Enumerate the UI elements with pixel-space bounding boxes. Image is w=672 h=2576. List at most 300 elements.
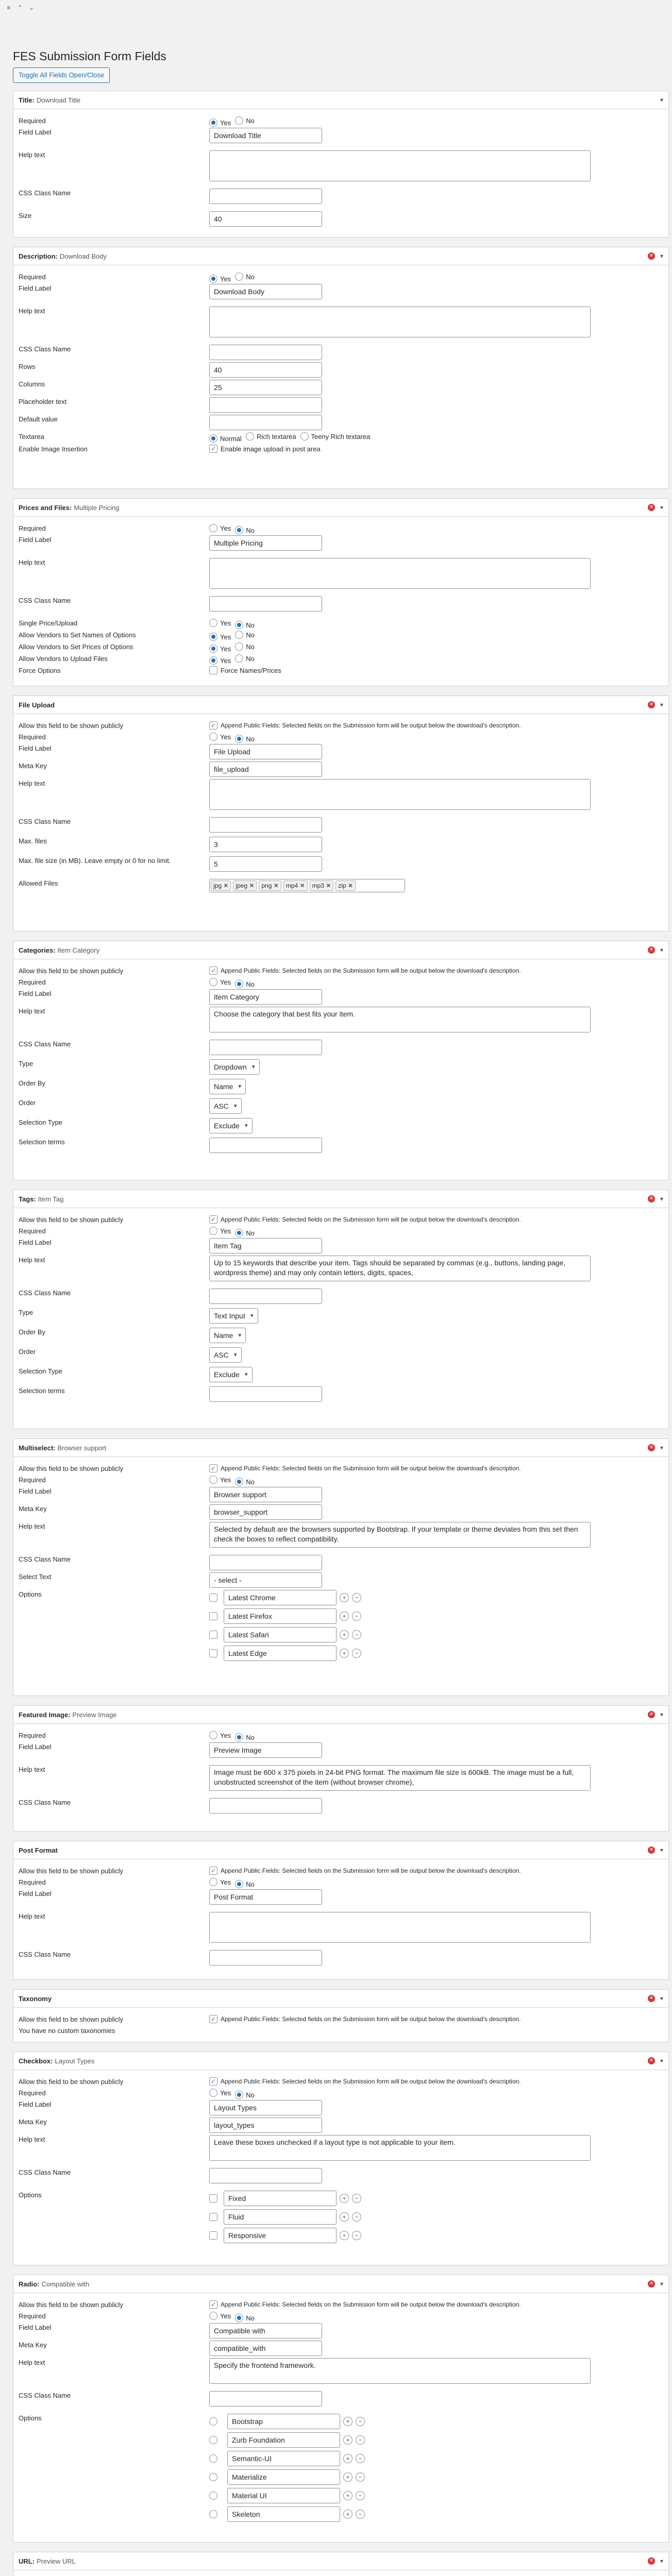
css-class-label: CSS Class Name [19,1555,71,1563]
option-input[interactable]: Responsive [224,2228,337,2243]
required-no[interactable]: No [235,526,255,534]
help-text-label: Help text [19,2359,45,2366]
columns-label: Columns [19,380,45,388]
help-text-label: Help text [19,1256,45,1264]
append-public-checkbox[interactable]: ✓ Append Public Fields: Selected fields on the Submission form will be output below the download's description. [209,1464,521,1472]
option-default-checkbox[interactable] [209,1594,221,1602]
box-subtitle: Download Title [36,96,81,104]
required-no[interactable]: No [235,1478,255,1486]
field-box-url [13,2552,669,2576]
default-value-label: Default value [19,415,58,423]
select-text-input[interactable]: - select - [209,1572,322,1588]
required-no[interactable]: No [235,2091,255,2099]
add-option-icon[interactable]: + [343,2454,352,2463]
order-by-select[interactable]: Name ▼ [209,1328,246,1343]
placeholder-input[interactable] [209,397,322,413]
help-text-input[interactable] [209,307,591,337]
option-default-radio[interactable] [209,2492,220,2500]
append-public-checkbox[interactable]: ✓ Append Public Fields: Selected fields on the Submission form will be output below the download's description. [209,1867,521,1875]
placeholder-label: Placeholder text [19,398,67,405]
collapse-icon[interactable]: ▾ [660,1846,663,1854]
add-option-icon[interactable]: + [340,1649,349,1658]
required-yes[interactable]: Yes [209,733,231,741]
remove-icon[interactable]: ✕ [648,946,655,954]
order-select[interactable]: ASC ▼ [209,1098,242,1114]
allow-prices-no[interactable]: No [235,642,255,651]
field-box-post-format [13,1841,669,1980]
order-by-select[interactable]: Name ▼ [209,1079,246,1094]
file-ext-tag[interactable]: jpg ✕ [211,880,231,891]
remove-icon[interactable]: ✕ [648,252,655,260]
options-label: Options [19,2191,42,2199]
textarea-label: Textarea [19,433,44,440]
collapse-icon[interactable]: ▾ [660,96,663,104]
add-option-icon[interactable]: + [340,1612,349,1621]
field-box-description [13,247,669,489]
remove-option-icon[interactable]: − [352,1630,361,1639]
remove-option-icon[interactable]: − [356,2491,365,2500]
selection-terms-input[interactable] [209,1138,322,1153]
css-class-label: CSS Class Name [19,345,71,353]
file-ext-tag[interactable]: zip ✕ [335,880,356,891]
collapse-icon[interactable]: ▾ [660,701,663,708]
box-subtitle: Browser support [57,1444,107,1452]
toggle-all-button[interactable]: Toggle All Fields Open/Close [13,67,110,83]
field-label-label: Field Label [19,1487,52,1495]
field-label-input[interactable]: Compatible with [209,2323,322,2338]
field-box-featured-image [13,1705,669,1832]
order-by-label: Order By [19,1328,46,1336]
box-header[interactable] [13,1439,668,1457]
css-class-input[interactable] [209,189,322,204]
add-option-icon[interactable]: + [340,2194,349,2203]
box-header[interactable] [13,1990,668,2008]
option-input[interactable]: Fixed [224,2191,337,2206]
field-label-input[interactable]: File Upload [209,744,322,759]
help-text-input[interactable]: Leave these boxes unchecked if a layout type is not applicable to your item. [209,2135,591,2161]
remove-icon[interactable]: ✕ [648,1711,655,1718]
field-box-taxonomy [13,1989,669,2042]
content-wrap [13,45,669,2576]
help-text-input[interactable]: Specify the frontend framework. [209,2358,591,2384]
remove-icon[interactable]: ✕ [648,701,655,708]
option-input[interactable]: Latest Safari [224,1627,337,1642]
remove-option-icon[interactable]: − [352,2231,361,2240]
box-type: Prices and Files: [19,503,72,512]
field-label-label: Field Label [19,1743,52,1751]
option-default-checkbox[interactable] [209,1631,221,1639]
remove-icon[interactable]: ✕ [648,1444,655,1451]
box-header[interactable] [13,696,668,714]
field-label-input[interactable]: Download Body [209,284,322,299]
box-type: File Upload [19,701,55,709]
option-default-radio[interactable] [209,2417,220,2426]
required-yes[interactable]: Yes [209,118,231,127]
single-price-no[interactable]: No [235,621,255,629]
required-no[interactable]: No [235,273,255,281]
option-input[interactable]: Materialize [227,2469,340,2485]
box-type: Categories: [19,946,56,954]
options-label: Options [19,1590,42,1598]
css-class-label: CSS Class Name [19,1040,71,1048]
required-label: Required [19,1476,46,1484]
required-yes[interactable]: Yes [209,1878,231,1886]
chevron-down-icon[interactable]: ⌄ [28,4,35,11]
option-input[interactable]: Fluid [224,2209,337,2225]
size-label: Size [19,212,32,219]
append-public-checkbox[interactable]: ✓ Append Public Fields: Selected fields on the Submission form will be output below the download's description. [209,2077,521,2086]
meta-key-label: Meta Key [19,1505,47,1513]
type-select[interactable]: Text Input ▼ [209,1308,258,1324]
required-no[interactable]: No [235,1733,255,1741]
type-select[interactable]: Dropdown ▼ [209,1059,260,1075]
option-default-radio[interactable] [209,2473,220,2481]
field-label-input[interactable]: Browser support [209,1487,322,1502]
field-label-label: Field Label [19,1239,52,1246]
box-header[interactable] [13,1190,668,1208]
box-subtitle: Layout Types [55,2057,95,2065]
file-ext-tag[interactable]: png ✕ [259,880,281,891]
enable-upload-checkbox[interactable]: ✓ Enable image upload in post area [209,445,321,453]
remove-icon[interactable]: ✕ [648,1995,655,2002]
required-label: Required [19,978,46,986]
help-text-input[interactable]: Choose the category that best fits your item. [209,1007,591,1032]
option-input[interactable]: Latest Firefox [224,1608,337,1624]
remove-option-icon[interactable]: − [356,2417,365,2426]
no-taxonomies-text: You have no custom taxonomies [19,2027,115,2035]
single-price-yes[interactable]: Yes [209,619,231,627]
textarea-rich[interactable]: Rich textarea [246,432,296,440]
meta-key-label: Meta Key [19,2118,47,2126]
option-input[interactable]: Bootstrap [227,2414,340,2429]
css-class-label: CSS Class Name [19,1289,71,1297]
remove-option-icon[interactable]: − [352,1612,361,1621]
required-yes[interactable]: Yes [209,1476,231,1484]
max-size-input[interactable]: 5 [209,856,322,872]
box-header[interactable] [13,2275,668,2293]
css-class-input[interactable] [209,1289,322,1304]
required-no[interactable]: No [235,2314,255,2322]
css-class-input[interactable] [209,2168,322,2183]
selection-type-label: Selection Type [19,1118,63,1126]
box-header[interactable] [13,941,668,959]
append-public-checkbox[interactable]: ✓ Append Public Fields: Selected fields on the Submission form will be output below the download's description. [209,1215,521,1224]
field-label-label: Field Label [19,2100,52,2108]
selection-type-select[interactable]: Exclude ▼ [209,1367,253,1382]
collapse-icon[interactable]: ▾ [660,1711,663,1718]
help-text-input[interactable]: Image must be 600 x 375 pixels in 24-bit PNG format. The maximum file size is 600kB. The image must be a full, unobstructed screenshot of the item (without browser chrome), [209,1765,591,1791]
allow-prices-label: Allow Vendors to Set Prices of Options [19,643,133,651]
collapse-icon[interactable]: ▾ [660,504,663,511]
add-option-icon[interactable]: + [340,1593,349,1602]
option-input[interactable]: Zurb Foundation [227,2432,340,2448]
add-option-icon[interactable]: + [343,2435,352,2445]
field-box-title [13,91,669,238]
css-class-label: CSS Class Name [19,597,71,604]
help-text-label: Help text [19,558,45,566]
remove-option-icon[interactable]: − [352,2212,361,2222]
box-subtitle: Preview Image [72,1710,117,1719]
remove-icon[interactable]: ✕ [648,2557,655,2565]
collapse-icon[interactable]: ▾ [660,1444,663,1451]
collapse-icon[interactable]: ▾ [660,1195,663,1202]
option-default-radio[interactable] [209,2454,220,2463]
force-options-label: Force Options [19,667,61,674]
css-class-input[interactable] [209,2391,322,2406]
meta-key-input[interactable]: browser_support [209,1504,322,1520]
option-row [209,2414,668,2429]
box-subtitle: Item Tag [38,1195,64,1203]
option-row [209,2488,668,2503]
collapse-icon[interactable]: ▾ [660,946,663,954]
option-row [209,1646,668,1661]
field-label-label: Field Label [19,2324,52,2331]
textarea-normal[interactable]: Normal [209,434,242,443]
field-label-input[interactable]: Post Format [209,1889,322,1905]
box-type: Description: [19,252,58,260]
css-class-label: CSS Class Name [19,1951,71,1958]
textarea-teeny[interactable]: Teeny Rich textarea [300,432,371,440]
field-box-prices [13,498,669,686]
css-class-label: CSS Class Name [19,1799,71,1806]
required-yes[interactable]: Yes [209,275,231,283]
field-box-radio [13,2275,669,2543]
required-no[interactable]: No [235,1880,255,1888]
required-label: Required [19,524,46,532]
box-subtitle: Item Category [57,946,100,954]
remove-icon[interactable]: ✕ [648,1846,655,1854]
allow-public-label: Allow this field to be shown publicly [19,1216,124,1224]
field-label-label: Field Label [19,744,52,752]
option-default-checkbox[interactable] [209,2194,221,2202]
help-text-label: Help text [19,1766,45,1773]
option-input[interactable]: Latest Chrome [224,1590,337,1605]
remove-option-icon[interactable]: − [352,2194,361,2203]
required-label: Required [19,273,46,281]
field-label-input[interactable]: Download Title [209,128,322,143]
required-yes[interactable]: Yes [209,2089,231,2097]
option-row [209,2228,668,2243]
box-header[interactable] [13,2052,668,2070]
help-text-input[interactable] [209,558,591,589]
css-class-input[interactable] [209,1555,322,1570]
option-default-checkbox[interactable] [209,2231,221,2240]
file-ext-tag[interactable]: mp3 ✕ [310,880,334,891]
allow-upload-label: Allow Vendors to Upload Files [19,655,108,663]
required-yes[interactable]: Yes [209,1227,231,1235]
box-type: Tags: [19,1195,36,1203]
option-input[interactable]: Skeleton [227,2506,340,2522]
required-no[interactable]: No [235,1229,255,1237]
collapse-icon[interactable]: ▾ [660,2557,663,2565]
allow-public-label: Allow this field to be shown publicly [19,2301,124,2309]
max-files-input[interactable]: 3 [209,837,322,852]
css-class-label: CSS Class Name [19,2168,71,2176]
allowed-files-tags[interactable] [209,879,405,892]
option-row [209,1608,668,1624]
field-box-checkbox [13,2052,669,2265]
field-label-input[interactable]: Layout Types [209,2100,322,2115]
append-public-checkbox[interactable]: ✓ Append Public Fields: Selected fields on the Submission form will be output below the download's description. [209,967,521,975]
option-default-checkbox[interactable] [209,2213,221,2221]
collapse-icon[interactable]: ▾ [660,2057,663,2064]
allow-upload-yes[interactable]: Yes [209,656,231,665]
required-yes[interactable]: Yes [209,2312,231,2320]
append-public-checkbox[interactable]: ✓ Append Public Fields: Selected fields on the Submission form will be output below the download's description. [209,2300,521,2309]
remove-option-icon[interactable]: − [352,1593,361,1602]
type-label: Type [19,1060,33,1067]
required-label: Required [19,1732,46,1739]
required-label: Required [19,733,46,741]
select-text-label: Select Text [19,1573,52,1581]
allow-upload-no[interactable]: No [235,654,255,663]
box-header[interactable] [13,1706,668,1724]
box-subtitle: Multiple Pricing [74,503,120,512]
help-text-label: Help text [19,779,45,787]
css-class-input[interactable] [209,1040,322,1055]
page-title: FES Submission Form Fields [13,49,166,63]
order-select[interactable]: ASC ▼ [209,1347,242,1363]
field-label-input[interactable]: Item Category [209,989,322,1005]
collapse-icon[interactable]: ▾ [660,2280,663,2287]
help-text-input[interactable]: Selected by default are the browsers supported by Bootstrap. If your template or theme deviates from this set then check the boxes to reflect compatibility. [209,1522,591,1548]
field-label-input[interactable]: Item Tag [209,1238,322,1253]
add-option-icon[interactable]: + [340,2212,349,2222]
add-option-icon[interactable]: + [343,2472,352,2482]
css-class-label: CSS Class Name [19,2392,71,2399]
css-class-label: CSS Class Name [19,818,71,825]
required-no[interactable]: No [235,735,255,743]
selection-type-label: Selection Type [19,1367,63,1375]
collapse-icon[interactable]: ▾ [660,1995,663,2002]
remove-option-icon[interactable]: − [356,2510,365,2519]
help-text-input[interactable] [209,779,591,810]
help-text-label: Help text [19,151,45,159]
css-class-input[interactable] [209,1950,322,1965]
file-ext-tag[interactable]: jpeg ✕ [233,880,257,891]
order-label: Order [19,1099,36,1107]
option-default-radio[interactable] [209,2436,220,2444]
help-text-label: Help text [19,1912,45,1920]
remove-icon[interactable]: ✕ [648,1195,655,1202]
add-option-icon[interactable]: + [343,2510,352,2519]
chevron-up-icon[interactable]: ⌃ [17,4,23,11]
selection-terms-label: Selection terms [19,1138,65,1146]
remove-icon[interactable]: ✕ [648,504,655,511]
add-option-icon[interactable]: + [340,1630,349,1639]
allow-public-label: Allow this field to be shown publicly [19,722,124,730]
allow-public-label: Allow this field to be shown publicly [19,2078,124,2086]
meta-key-label: Meta Key [19,762,47,770]
css-class-input[interactable] [209,817,322,833]
option-default-checkbox[interactable] [209,1649,221,1657]
option-default-radio[interactable] [209,2510,220,2518]
help-text-input[interactable] [209,150,591,181]
allowed-files-label: Allowed Files [19,879,58,887]
option-default-checkbox[interactable] [209,1612,221,1620]
meta-key-input[interactable]: layout_types [209,2117,322,2133]
selection-terms-input[interactable] [209,1386,322,1402]
allow-public-label: Allow this field to be shown publicly [19,967,124,975]
required-label: Required [19,2089,46,2097]
meta-key-input[interactable]: file_upload [209,761,322,777]
box-header[interactable] [13,247,668,265]
remove-option-icon[interactable]: − [356,2435,365,2445]
box-header[interactable] [13,2552,668,2570]
box-type: URL: [19,2557,35,2565]
field-label-label: Field Label [19,536,52,544]
field-label-input[interactable]: Preview Image [209,1742,322,1758]
required-yes[interactable]: Yes [209,978,231,986]
option-input[interactable]: Latest Edge [224,1646,337,1661]
add-option-icon[interactable]: + [340,2231,349,2240]
required-no[interactable]: No [235,980,255,988]
css-class-input[interactable] [209,1798,322,1814]
field-box-multiselect [13,1438,669,1696]
allow-prices-yes[interactable]: Yes [209,645,231,653]
field-label-input[interactable]: Multiple Pricing [209,535,322,551]
remove-option-icon[interactable]: − [356,2454,365,2463]
required-yes[interactable]: Yes [209,1731,231,1739]
allow-names-no[interactable]: No [235,631,255,639]
menu-icon[interactable]: ≡ [7,4,11,11]
required-label: Required [19,1227,46,1235]
remove-option-icon[interactable]: − [356,2472,365,2482]
box-header[interactable] [13,1841,668,1859]
collapse-icon[interactable]: ▾ [660,252,663,260]
allow-names-yes[interactable]: Yes [209,633,231,641]
add-option-icon[interactable]: + [343,2417,352,2426]
rows-input[interactable]: 40 [209,362,322,378]
selection-type-select[interactable]: Exclude ▼ [209,1118,253,1133]
force-names-checkbox[interactable]: Force Names/Prices [209,666,281,674]
remove-icon[interactable]: ✕ [648,2057,655,2064]
help-text-input[interactable]: Up to 15 keywords that describe your item. Tags should be separated by commas (e.g., buttons, landing page, wordpress theme) and may only contain letters, digits, spaces, [209,1256,591,1281]
allow-public-label: Allow this field to be shown publicly [19,1867,124,1875]
default-value-input[interactable] [209,415,322,430]
box-header[interactable] [13,499,668,517]
box-header[interactable] [13,91,668,109]
field-label-label: Field Label [19,284,52,292]
remove-option-icon[interactable]: − [352,1649,361,1658]
order-label: Order [19,1348,36,1355]
help-text-input[interactable] [209,1912,591,1943]
file-ext-tag[interactable]: mp4 ✕ [283,880,308,891]
required-no[interactable]: No [235,116,255,125]
add-option-icon[interactable]: + [343,2491,352,2500]
box-type: Checkbox: [19,2057,53,2065]
required-yes[interactable]: Yes [209,524,231,532]
append-public-checkbox[interactable]: ✓ Append Public Fields: Selected fields on the Submission form will be output below the download's description. [209,721,521,730]
columns-input[interactable]: 25 [209,380,322,395]
option-row [209,2469,668,2485]
css-class-input[interactable] [209,345,322,360]
remove-icon[interactable]: ✕ [648,2280,655,2287]
enable-image-label: Enable Image Insertion [19,445,88,453]
append-public-checkbox[interactable]: ✓ Append Public Fields: Selected fields on the Submission form will be output below the download's description. [209,2015,521,2023]
box-type: Multiselect: [19,1444,56,1452]
size-input[interactable]: 40 [209,211,322,227]
box-type: Radio: [19,2280,40,2288]
meta-key-input[interactable]: compatible_with [209,2341,322,2356]
order-by-label: Order By [19,1079,46,1087]
option-input[interactable]: Material UI [227,2488,340,2503]
option-row [209,2432,668,2448]
option-input[interactable]: Semantic-UI [227,2451,340,2466]
field-label-label: Field Label [19,990,52,997]
max-files-label: Max. files [19,837,47,845]
css-class-input[interactable] [209,596,322,612]
